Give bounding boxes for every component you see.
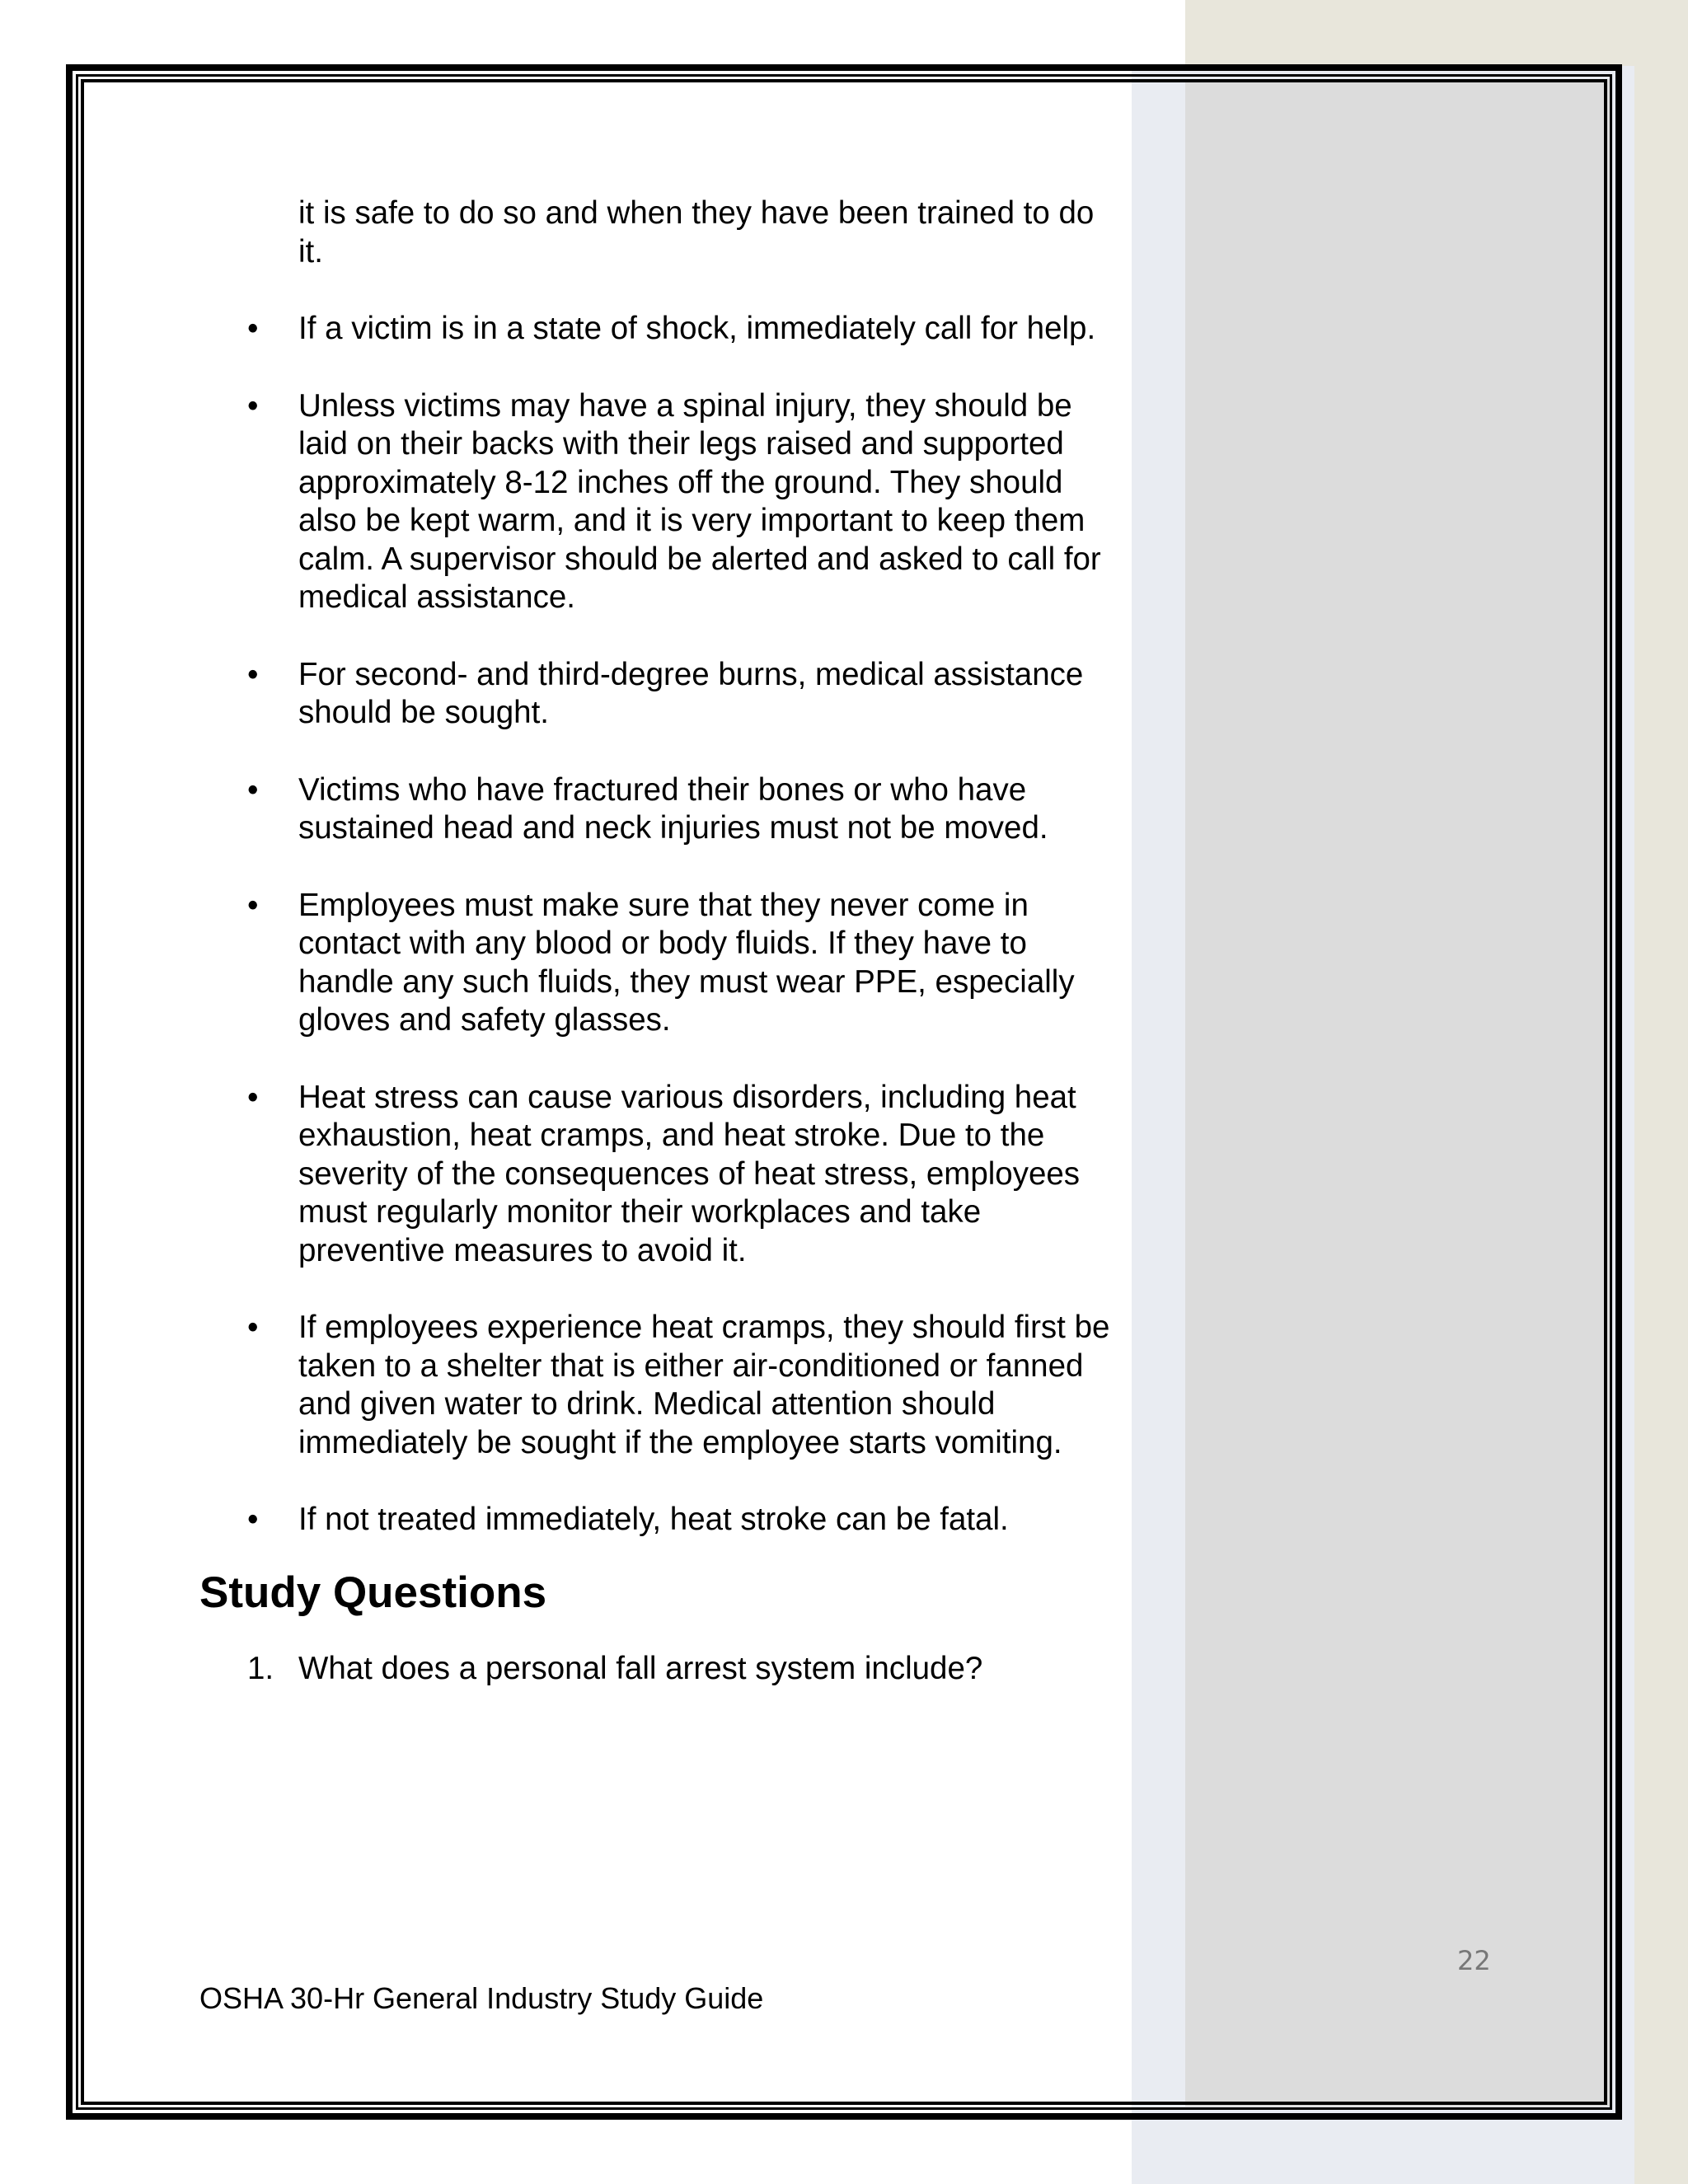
bullet-icon: • xyxy=(247,311,259,346)
list-item xyxy=(199,656,1114,733)
list-item-text: If employees experience heat cramps, they should first be taken to a shelter that is either air-conditioned or fanned and given water to drink. Medical attention should immediately be sought if the employee starts vomiting. xyxy=(298,1310,1110,1460)
question-item xyxy=(199,1650,1114,1689)
list-item xyxy=(199,1501,1114,1540)
list-item xyxy=(199,310,1114,349)
question-text: What does a personal fall arrest system include? xyxy=(298,1650,983,1686)
bullet-list xyxy=(199,310,1114,1540)
bullet-icon: • xyxy=(247,1079,259,1115)
bullet-icon: • xyxy=(247,656,259,692)
section-heading: Study Questions xyxy=(199,1568,547,1617)
bullet-icon: • xyxy=(247,771,259,808)
list-item xyxy=(199,387,1114,617)
list-item-text: For second- and third-degree burns, medical assistance should be sought. xyxy=(298,656,1084,730)
page-number: 22 xyxy=(1457,1945,1491,1976)
list-item-text: If a victim is in a state of shock, immediately call for help. xyxy=(298,311,1096,346)
list-item-text: Victims who have fractured their bones or who have sustained head and neck injuries must not be moved. xyxy=(298,771,1048,846)
list-item-text: Unless victims may have a spinal injury, they should be laid on their backs with their legs raised and supported approximately 8-12 inches off the ground. They should also be kept warm, and it is very important to keep them calm. A supervisor should be alerted and asked to call for medical assistance. xyxy=(298,387,1101,615)
question-number: 1. xyxy=(247,1650,274,1686)
list-item-text: If not treated immediately, heat stroke can be fatal. xyxy=(298,1502,1009,1537)
list-item xyxy=(199,771,1114,848)
list-item xyxy=(199,887,1114,1040)
list-item-text: Heat stress can cause various disorders, including heat exhaustion, heat cramps, and heat stroke. Due to the severity of the consequences of heat stress, employees must regularly monitor their workplaces and take preventive measures to avoid it. xyxy=(298,1079,1081,1268)
page-content xyxy=(199,194,1114,1688)
bullet-icon: • xyxy=(247,887,259,923)
bullet-icon: • xyxy=(247,1502,259,1537)
continuation-paragraph: it is safe to do so and when they have been trained to do it. xyxy=(298,195,1095,269)
bullet-icon: • xyxy=(247,387,259,424)
list-item xyxy=(199,1309,1114,1462)
list-item-text: Employees must make sure that they never come in contact with any blood or body fluids. If they have to handle any such fluids, they must wear PPE, especially gloves and safety glasses. xyxy=(298,887,1075,1038)
bullet-icon: • xyxy=(247,1310,259,1345)
list-item xyxy=(199,1079,1114,1271)
study-questions-list xyxy=(199,1650,1114,1689)
footer-title: OSHA 30-Hr General Industry Study Guide xyxy=(199,1981,764,2015)
